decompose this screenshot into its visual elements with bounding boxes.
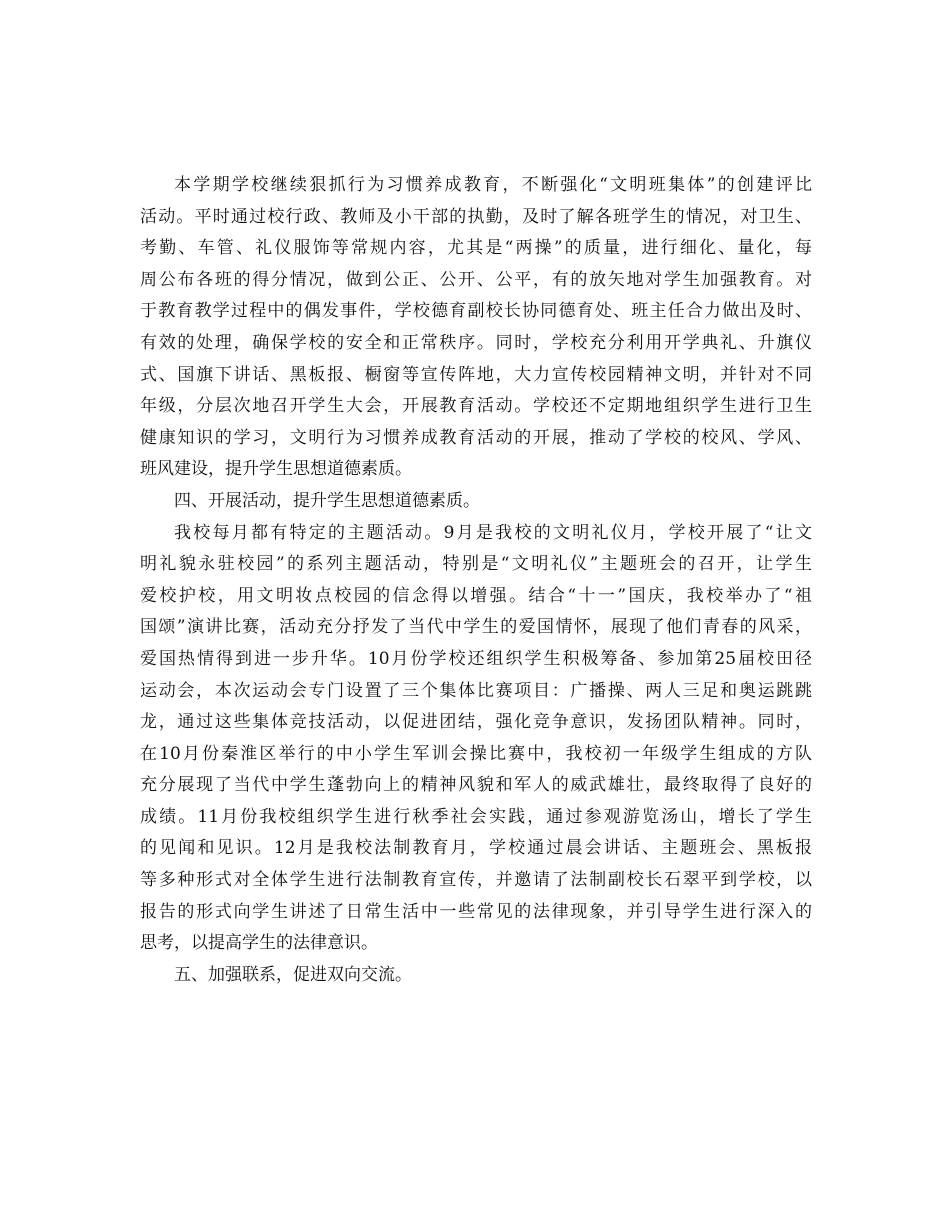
text-line: 龙，通过这些集体竞技活动，以促进团结，强化竞争意识，发扬团队精神。同时， — [140, 712, 812, 733]
text-line: 健康知识的学习，文明行为习惯养成教育活动的开展，推动了学校的校风、学风、 — [140, 427, 812, 448]
text-line: 明礼貌永驻校园”的系列主题活动，特别是“文明礼仪”主题班会的召开，让学生 — [140, 554, 812, 575]
text-line: 运动会，本次运动会专门设置了三个集体比赛项目：广播操、两人三足和奥运跳跳 — [140, 680, 812, 701]
text-line: 充分展现了当代中学生蓬勃向上的精神风貌和军人的威武雄壮，最终取得了良好的 — [140, 775, 812, 796]
text-line: 爱校护校，用文明妆点校园的信念得以增强。结合“十一”国庆，我校举办了“祖 — [140, 585, 812, 606]
text-line: 爱国热情得到进一步升华。10月份学校还组织学生积极筹备、参加第25届校田径 — [140, 648, 812, 669]
text-line: 成绩。11月份我校组织学生进行秋季社会实践，通过参观游览汤山，增长了学生 — [140, 806, 812, 827]
paragraph-behavior-education — [140, 170, 812, 486]
text-line: 活动。平时通过校行政、教师及小干部的执勤，及时了解各班学生的情况，对卫生、 — [140, 206, 812, 227]
text-line: 国颂”演讲比赛，活动充分抒发了当代中学生的爱国情怀，展现了他们青春的风采， — [140, 617, 812, 638]
text-line: 报告的形式向学生讲述了日常生活中一些常见的法律现象，并引导学生进行深入的 — [140, 901, 812, 922]
text-line: 的见闻和见识。12月是我校法制教育月，学校通过晨会讲话、主题班会、黑板报 — [140, 838, 812, 859]
text-line: 在10月份秦淮区举行的中小学生军训会操比赛中，我校初一年级学生组成的方队 — [140, 743, 812, 764]
text-line: 年级，分层次地召开学生大会，开展教育活动。学校还不定期地组织学生进行卫生 — [140, 396, 812, 417]
section-heading: 四、开展活动，提升学生思想道德素质。 — [174, 490, 480, 511]
section-heading: 五、加强联系，促进双向交流。 — [174, 964, 412, 985]
text-line: 班风建设，提升学生思想道德素质。 — [140, 459, 412, 480]
document-body — [140, 170, 812, 991]
paragraph-monthly-activities — [140, 518, 812, 960]
text-line: 于教育教学过程中的偶发事件，学校德育副校长协同德育处、班主任合力做出及时、 — [140, 301, 812, 322]
text-line: 周公布各班的得分情况，做到公正、公开、公平，有的放矢地对学生加强教育。对 — [140, 269, 812, 290]
section-heading-communication — [140, 960, 812, 992]
text-line: 思考，以提高学生的法律意识。 — [140, 933, 378, 954]
text-line: 本学期学校继续狠抓行为习惯养成教育，不断强化“文明班集体”的创建评比 — [174, 175, 812, 195]
section-heading-activities — [140, 486, 812, 518]
text-line: 式、国旗下讲话、黑板报、橱窗等宣传阵地，大力宣传校园精神文明，并针对不同 — [140, 364, 812, 385]
text-line: 有效的处理，确保学校的安全和正常秩序。同时，学校充分利用开学典礼、升旗仪 — [140, 332, 812, 353]
text-line: 考勤、车管、礼仪服饰等常规内容，尤其是“两操”的质量，进行细化、量化，每 — [140, 238, 812, 259]
text-line: 我校每月都有特定的主题活动。9月是我校的文明礼仪月，学校开展了“让文 — [174, 522, 812, 543]
text-line: 等多种形式对全体学生进行法制教育宣传，并邀请了法制副校长石翠平到学校，以 — [140, 870, 812, 891]
